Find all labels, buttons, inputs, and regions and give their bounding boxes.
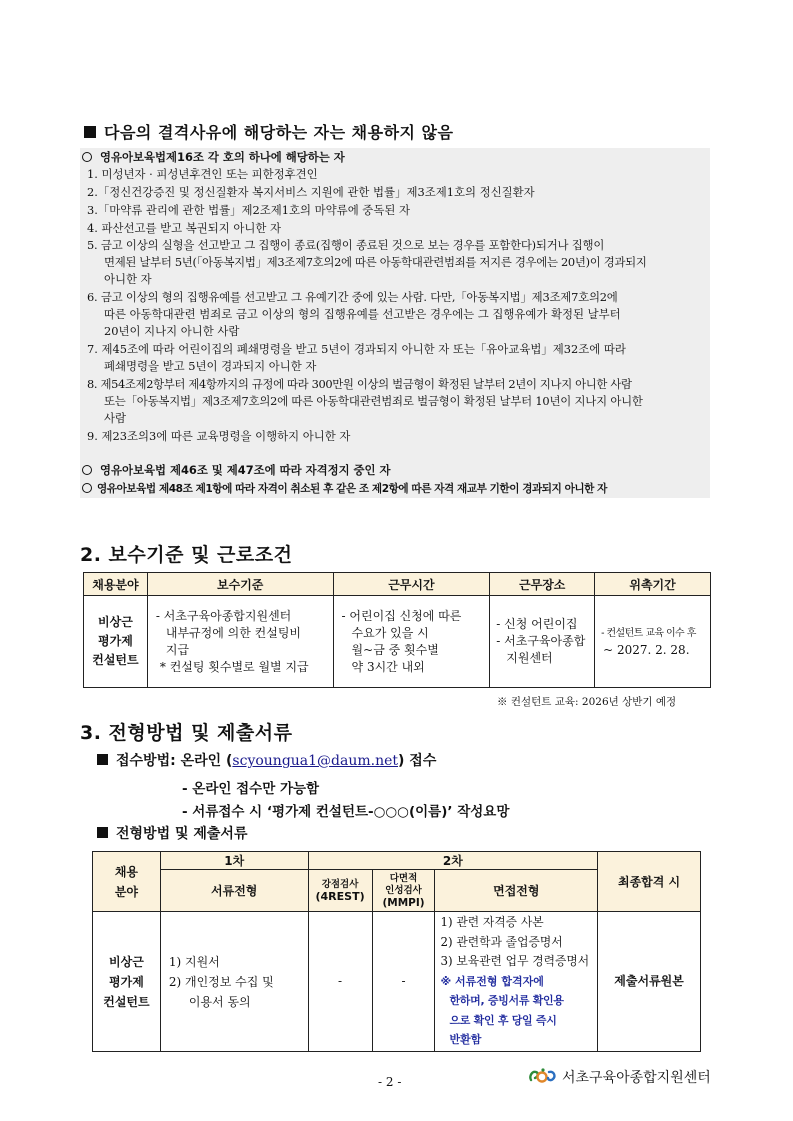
disq-item: 또는「아동복지법」제3조제7호의2에 따른 아동학대관련범죄로 벌금형이 확정된 날부터 10년이 지나지 아니한	[104, 394, 643, 408]
filename-note: - 서류접수 시 ‘평가제 컨설턴트-○○○(이름)’ 작성요망	[182, 804, 510, 820]
header-hours: 근무시간	[333, 573, 490, 596]
disq-item: 3.「마약류 관리에 관한 법률」제2조제1호의 마약류에 중독된 자	[87, 203, 410, 217]
category-cell: 비상근 평가제 컨설턴트	[84, 596, 148, 688]
disq-item: 따른 아동학대관련 범죄로 금고 이상의 형의 집행유예를 선고받은 경우에는 그 집행유예가 확정된 날부터	[104, 307, 621, 321]
pay-cell: - 서초구육아종합지원센터 내부규정에 의한 컨설팅비 지급 * 컨설팅 횟수별로 월별 지급	[147, 596, 333, 688]
circle-bullet-icon	[82, 152, 92, 162]
header-field: 채용분야	[84, 573, 148, 596]
disqualification-box	[80, 148, 710, 498]
header-document-screening: 서류전형	[160, 870, 308, 912]
square-bullet-icon	[97, 827, 108, 838]
disq-item: 아니한 자	[104, 272, 152, 286]
page-number: - 2 -	[378, 1075, 402, 1089]
circle-bullet-icon	[82, 483, 92, 493]
disq-item: 폐쇄명령을 받고 5년이 경과되지 아니한 자	[104, 359, 317, 373]
disq-item: 2.「정신건강증진 및 정신질환자 복지서비스 지원에 관한 법률」제3조제1호의 정신질환자	[87, 185, 535, 199]
hours-cell: - 어린이집 신청에 따른 수요가 있을 시 월~금 중 횟수별 약 3시간 내외	[333, 596, 490, 688]
pay-conditions-table	[83, 572, 711, 688]
disq-item: 5. 금고 이상의 실형을 선고받고 그 집행이 종료(집행이 종료된 것으로 보는 경우를 포함한다)되거나 집행이	[87, 238, 605, 252]
receipt-method: 접수방법: 온라인 (scyoungua1@daum.net) 접수	[97, 750, 436, 770]
disq-item: 1. 미성년자 · 피성년후견인 또는 피한정후견인	[87, 167, 318, 181]
selection-table	[92, 851, 701, 1052]
selection-subheading: 전형방법 및 제출서류	[97, 823, 247, 843]
square-bullet-icon	[84, 126, 96, 138]
header-final: 최종합격 시	[598, 852, 701, 912]
group1-title: 영유아보육법제16조 각 호의 하나에 해당하는 자	[82, 150, 345, 165]
online-only-note: - 온라인 접수만 가능함	[182, 781, 320, 797]
section3-title: 3. 전형방법 및 제출서류	[80, 722, 293, 744]
disq-item: 8. 제54조제2항부터 제4항까지의 규정에 따라 300만원 이상의 벌금형이 확정된 날부터 2년이 지나지 아니한 사람	[87, 377, 632, 391]
center-logo-icon	[527, 1066, 559, 1086]
disq-item: 7. 제45조에 따라 어린이집의 폐쇄명령을 받고 5년이 경과되지 아니한 자 또는「유아교육법」제32조에 따라	[87, 342, 626, 356]
group2-title: 영유아보육법 제46조 및 제47조에 따라 자격정지 중인 자	[82, 463, 391, 478]
circle-bullet-icon	[82, 465, 92, 475]
consultant-education-note: ※ 컨설턴트 교육: 2026년 상반기 예정	[497, 696, 677, 708]
footer-organization: 서초구육아종합지원센터	[527, 1066, 711, 1087]
header-round2: 2차	[308, 852, 598, 870]
header-period: 위촉기간	[595, 573, 711, 596]
disq-item: 6. 금고 이상의 형의 집행유예를 선고받고 그 유예기간 중에 있는 사람. 다만,「아동복지법」제3조제7호의2에	[87, 290, 618, 304]
header-round1: 1차	[160, 852, 308, 870]
category-cell: 비상근 평가제 컨설턴트	[93, 912, 161, 1052]
document-items-cell: 1) 지원서 2) 개인정보 수집 및 이용서 동의	[160, 912, 308, 1052]
period-cell: - 컨설턴트 교육 이수 후 ~ 2027. 2. 28.	[595, 596, 711, 688]
disq-item: 20년이 지나지 아니한 사람	[104, 324, 240, 338]
mmpi-cell: -	[372, 912, 435, 1052]
disqualification-heading: 다음의 결격사유에 해당하는 자는 채용하지 않음	[84, 120, 453, 143]
section2-title: 2. 보수기준 및 근로조건	[80, 544, 293, 566]
interview-items-cell: 1) 관련 자격증 사본 2) 관련학과 졸업증명서 3) 보육관련 업무 경력증명서 ※ 서류전형 합격자에 한하며, 증빙서류 확인용 으로 확인 후 당일 즉시 반환함	[435, 912, 598, 1052]
group3-title: 영유아보육법 제48조 제1항에 따라 자격이 취소된 후 같은 조 제2항에 따른 자격 재교부 기한이 경과되지 아니한 자	[82, 482, 607, 497]
header-interview: 면접전형	[435, 870, 598, 912]
disq-item: 9. 제23조의3에 따른 교육명령을 이행하지 아니한 자	[87, 429, 351, 443]
header-field: 채용 분야	[93, 852, 161, 912]
header-strength-test: 강점검사 (4REST)	[308, 870, 372, 912]
strength-test-cell: -	[308, 912, 372, 1052]
disq-item: 4. 파산선고를 받고 복권되지 아니한 자	[87, 221, 282, 235]
email-link[interactable]: scyoungua1@daum.net	[232, 753, 399, 769]
header-mmpi: 다면적 인성검사 (MMPI)	[372, 870, 435, 912]
disq-item: 사람	[104, 411, 127, 425]
square-bullet-icon	[97, 754, 108, 765]
header-pay: 보수기준	[147, 573, 333, 596]
final-documents-cell: 제출서류원본	[598, 912, 701, 1052]
header-place: 근무장소	[490, 573, 595, 596]
disq-item: 면제된 날부터 5년(「아동복지법」제3조제7호의2에 따른 아동학대관련범죄를 저지른 경우에는 20년)이 경과되지	[104, 255, 647, 269]
place-cell: - 신청 어린이집 - 서초구육아종합 지원센터	[490, 596, 595, 688]
